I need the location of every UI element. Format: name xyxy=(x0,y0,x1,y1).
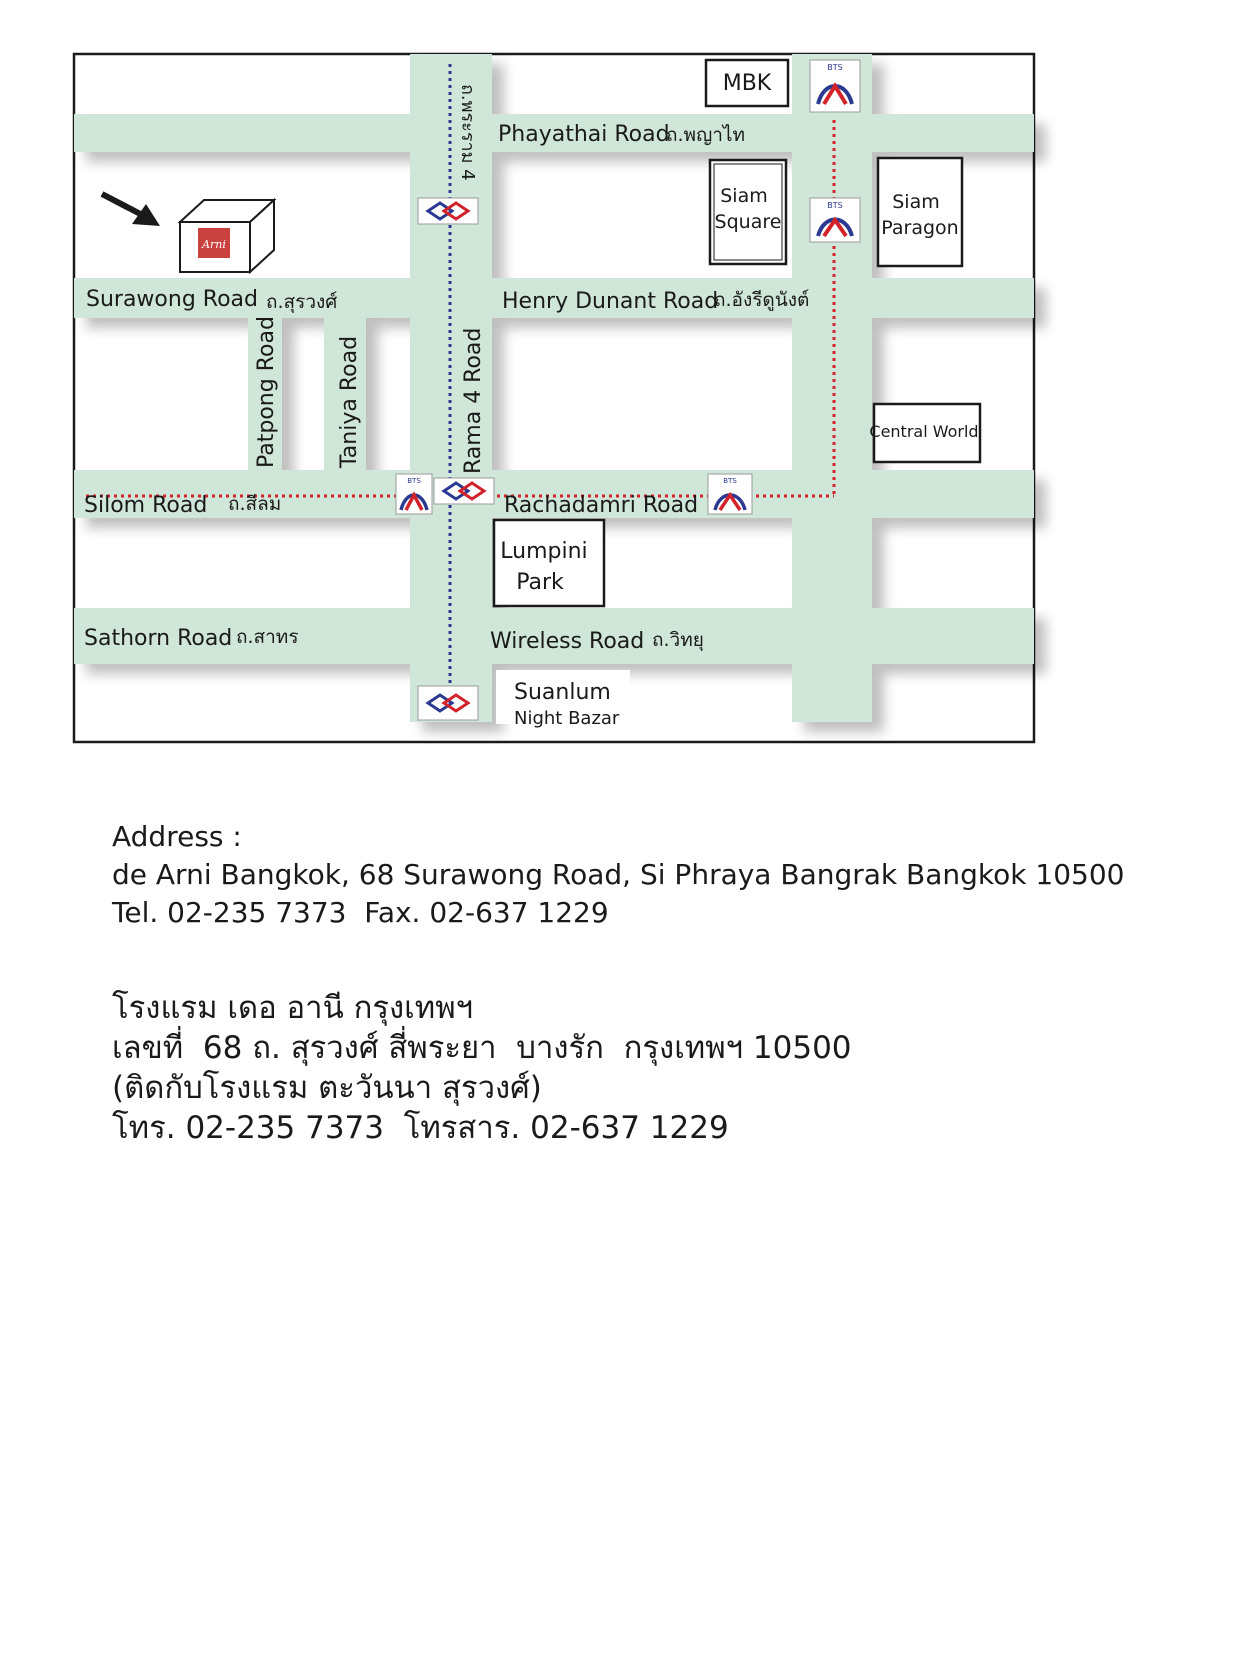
label-siam-paragon-1: Siam xyxy=(892,191,940,213)
address-th-line-3: (ติดกับโรงแรม ตะวันนา สุรวงศ์) xyxy=(112,1070,542,1106)
svg-text:BTS: BTS xyxy=(723,477,737,485)
road-rachadamri-vertical xyxy=(792,54,872,722)
mrt-station-lumpini xyxy=(418,686,478,720)
label-sathorn: Sathorn Road xyxy=(84,626,233,651)
label-surawong: Surawong Road xyxy=(86,287,258,312)
area-map xyxy=(0,0,1250,780)
label-rama4-th: ถ.พระราม 4 xyxy=(457,84,478,181)
label-siam-paragon-2: Paragon xyxy=(881,217,959,239)
label-siam-square-2: Square xyxy=(714,211,782,233)
svg-text:BTS: BTS xyxy=(827,201,843,210)
label-central-world: Central World xyxy=(869,422,979,441)
label-sathorn-th: ถ.สาทร xyxy=(236,626,299,648)
label-lumpini-1: Lumpini xyxy=(500,539,588,564)
address-th-line-1: โรงแรม เดอ อานี กรุงเทพฯ xyxy=(112,990,474,1026)
label-surawong-th: ถ.สุรวงศ์ xyxy=(266,291,338,313)
label-henry-dunant: Henry Dunant Road xyxy=(502,289,719,314)
label-patpong: Patpong Road xyxy=(254,316,279,468)
label-suanlum-2: Night Bazar xyxy=(514,708,620,729)
label-wireless: Wireless Road xyxy=(490,629,645,654)
bts-station-silom xyxy=(396,474,432,514)
label-lumpini-2: Park xyxy=(516,570,564,595)
address-line-1: de Arni Bangkok, 68 Surawong Road, Si Phraya Bangrak Bangkok 10500 xyxy=(112,858,1125,891)
svg-text:BTS: BTS xyxy=(827,63,843,72)
svg-text:BTS: BTS xyxy=(407,477,421,485)
address-th-line-2: เลขที่ 68 ถ. สุรวงศ์ สี่พระยา บางรัก กรุงเทพฯ 10500 xyxy=(112,1030,852,1066)
label-rama4: Rama 4 Road xyxy=(461,327,486,474)
label-silom-th: ถ.สีลม xyxy=(228,493,282,515)
bts-station-rachadamri xyxy=(708,474,752,514)
address-english xyxy=(112,818,1124,932)
label-henry-dunant-th: ถ.อังรีดูนังต์ xyxy=(714,289,810,311)
mrt-station-samyan xyxy=(418,198,478,224)
label-siam-square-1: Siam xyxy=(720,185,768,207)
address-heading: Address : xyxy=(112,820,242,853)
address-thai xyxy=(112,988,852,1148)
label-taniya: Taniya Road xyxy=(337,335,362,468)
label-suanlum-1: Suanlum xyxy=(514,680,611,705)
label-wireless-th: ถ.วิทยุ xyxy=(652,629,704,651)
address-phone-line: Tel. 02-235 7373 Fax. 02-637 1229 xyxy=(112,896,609,929)
hotel-logo-text: Arni xyxy=(202,238,226,251)
label-phayathai-th: ถ.พญาไท xyxy=(666,124,746,146)
hotel-building xyxy=(180,200,274,272)
label-phayathai: Phayathai Road xyxy=(498,122,670,147)
address-th-phone-line: โทร. 02-235 7373 โทรสาร. 02-637 1229 xyxy=(112,1110,729,1146)
bts-station-top xyxy=(810,60,860,112)
bts-station-siam xyxy=(810,198,860,242)
label-silom: Silom Road xyxy=(84,493,208,518)
label-rachadamri: Rachadamri Road xyxy=(504,493,699,518)
mrt-station-silom xyxy=(434,478,494,504)
label-mbk: MBK xyxy=(722,71,772,96)
